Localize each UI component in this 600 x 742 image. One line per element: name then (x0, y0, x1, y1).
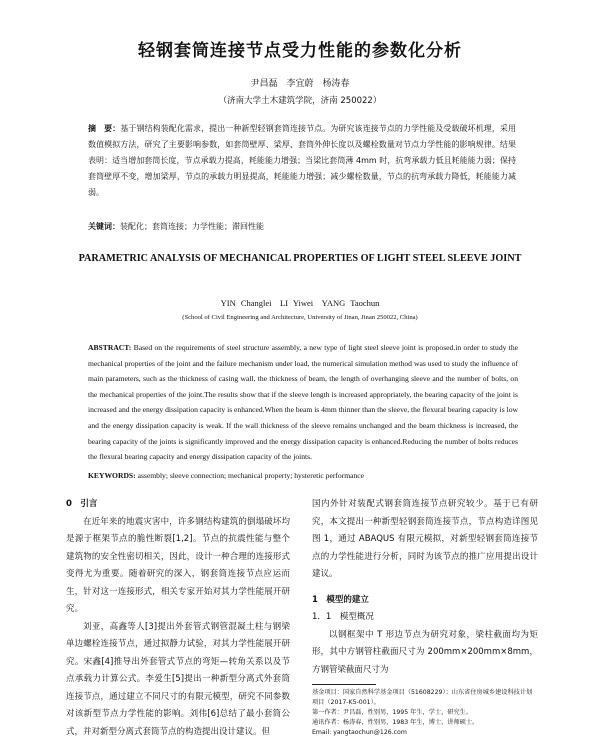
footnote-funding: 基金项目：国家自然科学基金项目（51608229）；山东省住房城乡建设科技计划项目（2017-K5-001）。 (312, 689, 533, 706)
intro-paragraph-1: 在近年来的地震灾害中，许多钢结构建筑的倒塌破坏均是源于框架节点的脆性断裂[1,2]。节点的抗震性能与整个建筑物的安全性密切相关，因此，设计一种合理的连接形式变得尤为重要。随着研究的深入，钢套筒连接节点应运而生，针对这一连接形式，相关专家开始对其力学性能展开研究。 (66, 516, 290, 614)
intro-paragraph-2: 刘亚，高鑫等人[3]提出外套管式钢管混凝土柱与钢梁单边螺栓连接节点，通过拟静力试验，对其力学性能展开研究。宋鑫[4]推导出外套管式节点的弯矩—转角关系以及节点承载力计算公式。李爱生[5]提出一种新型分离式外套筒连接节点，通过建立不同尺寸的有限元模型，研究不同参数对该新型节点力学性能的影响。刘伟[6]总结了最小套筒公式，并对新型分离式套筒节点的构造提出设计建议。但 (66, 621, 290, 737)
body-column-right (312, 496, 538, 679)
abstract-en-text: Based on the requirements of steel structure assembly, a new type of light steel sleeve joint is proposed.in order to study the mechanical properties of the joint and the failure mechanism under load, the numerical simulation method was used to study the influence of main parameters, such as the thickness of casing wall, the thickness of beam, the length of overhanging sleeve and the number of bolts, on the mechanical properties of the joint.The results show that if the sleeve length is increased appropriately, the bearing capacity of the joint is increased and the energy dissipation capacity is enhanced.When the beam is 4mm thinner than the sleeve, the flexural bearing capacity is low and the energy dissipation capacity is weak. If the wall thickness of the sleeve remains unchanged and the beam thickness is increased, the bearing capacity of the joints is significantly improved and the energy dissipation capacity is enhanced.Reducing the number of bolts reduces the flexural bearing capacity and energy dissipation capacity of the joints. (88, 343, 518, 462)
model-paragraph: 以钢框架中 T 形边节点为研究对象，梁柱截面均为矩形，其中方钢管柱截面尺寸为 200mm×200mm×8mm，方钢管梁截面尺寸为 (312, 629, 538, 675)
keywords-en-text: assembly; sleeve connection; mechanical property; hysteretic performance (135, 471, 365, 480)
footnote-email: Email: yangtaochun@126.com (312, 729, 407, 736)
affiliation-en: (School of Civil Engineering and Architecture, University of Jinan, Jinan 250022, China) (182, 314, 418, 321)
footnote-corresponding-author: 通讯作者：杨涛春，性别男，1983 年生，博士，讲师硕士。 (312, 719, 479, 726)
keywords-cn (88, 221, 516, 232)
keywords-en (88, 471, 518, 480)
footnote-divider (312, 684, 376, 685)
abstract-cn-text: 基于钢结构装配化需求，提出一种新型轻钢套筒连接节点。为研究该连接节点的力学性能及受载破坏机理，采用数值模拟方法，研究了主要影响参数，如套筒壁厚、梁厚、套筒外伸长度以及螺栓数量对节点力学性能的影响规律。结果表明：适当增加套筒长度，节点承载力提高，耗能能力增强；当梁比套筒薄 4mm 时，抗弯承载力低且耗能能力弱；保持套筒壁厚不变，增加梁厚，节点的承载力明显提高，耗能能力增强；减少螺栓数量，节点的抗弯承载力降低，耗能能力减弱。 (88, 124, 516, 197)
paper-title-cn: 轻钢套筒连接节点受力性能的参数化分析 (138, 41, 462, 61)
subsection-heading-model-overview: 1．1 模型概况 (312, 612, 374, 622)
abstract-cn (88, 121, 516, 201)
keywords-cn-label: 关键词： (88, 222, 120, 231)
abstract-cn-label: 摘 要： (88, 124, 121, 133)
footnote (312, 688, 538, 738)
authors-cn: 尹昌磊 李宜蔚 杨涛春 (250, 79, 350, 89)
footnote-first-author: 第一作者：尹昌磊，性别男，1995 年生，学士，研究生。 (312, 709, 473, 716)
body-column-left (66, 496, 290, 741)
intro-paragraph-continued: 国内外针对装配式钢套筒连接节点研究较少。基于已有研究，本文提出一种新型轻钢套筒连接节点，节点构造详图见图 1，通过 ABAQUS 有限元模拟，对新型轻钢套筒连接节点的力学性能进行分析，同时为该节点的推广应用提出设计建议。 (312, 499, 538, 579)
abstract-en (88, 340, 518, 465)
section-heading-introduction: 0 引言 (66, 499, 98, 509)
affiliation-cn: （济南大学土木建筑学院，济南 250022） (218, 96, 382, 106)
abstract-en-label: ABSTRACT: (88, 343, 132, 352)
section-heading-model: 1 模型的建立 (312, 594, 369, 605)
authors-en: YIN Changlei LI Yiwei YANG Taochun (220, 298, 380, 308)
keywords-en-label: KEYWORDS: (88, 471, 136, 480)
keywords-cn-text: 装配化；套筒连接；力学性能；滞回性能 (120, 222, 264, 231)
paper-title-en: PARAMETRIC ANALYSIS OF MECHANICAL PROPERTIES OF LIGHT STEEL SLEEVE JOINT (78, 253, 522, 264)
